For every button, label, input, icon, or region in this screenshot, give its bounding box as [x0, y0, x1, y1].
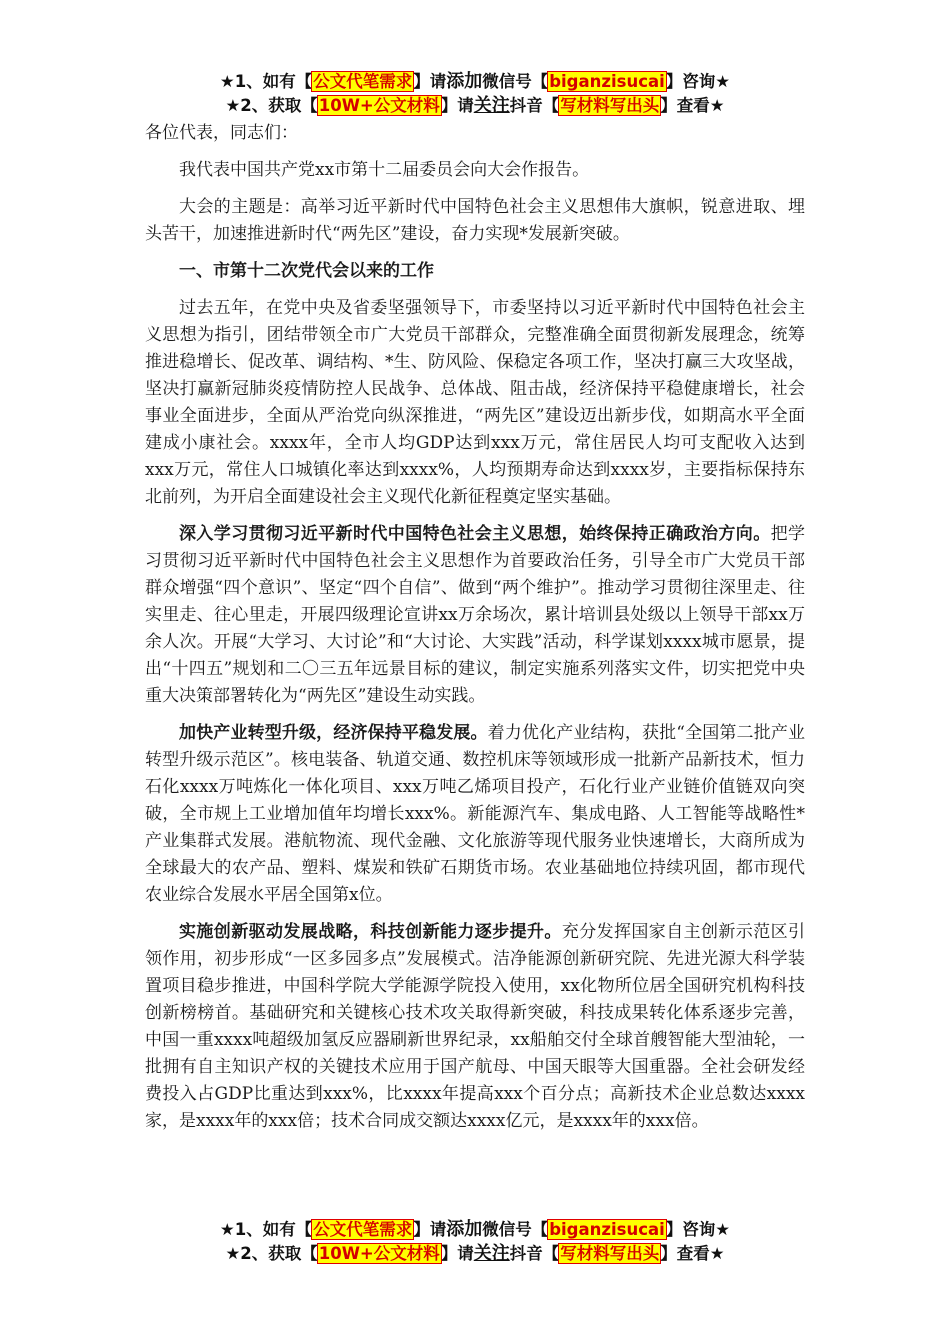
promo-line-1: [0, 70, 950, 94]
paragraph-body: 充分发挥国家自主创新示范区引领作用，初步形成“一区多园多点”发展模式。洁净能源创新研究院、先进光源大科学装置项目稳步推进，中国科学院大学能源学院投入使用，xx化物所位居全国研究机构科技创新榜榜首。基础研究和关键核心技术攻关取得新突破，科技成果转化体系逐步完善，中国一重xxxx吨超级加氢反应器刷新世界纪录，xx船舶交付全球首艘智能大型油轮，一批拥有自主知识产权的关键技术应用于国产航母、中国天眼等大国重器。全社会研发经费投入占GDP比重达到xxx%，比xxxx年提高xxx个百分点；高新技术企业总数达xxxx家，是xxxx年的xxx倍；技术合同成交额达xxxx亿元，是xxxx年的xxx倍。: [145, 922, 806, 1131]
top-promo-banner: [0, 70, 950, 118]
promo-text: 添加: [446, 71, 483, 92]
promo-douyin-id: 写材料写出头: [560, 96, 660, 115]
promo-wechat-id: biganzisucai: [549, 72, 665, 91]
promo-text: 关注: [473, 95, 510, 116]
promo-text: 】请: [440, 96, 474, 115]
promo-text: 关注: [473, 1243, 510, 1264]
bottom-promo-banner: [0, 1218, 950, 1266]
promo-text: 抖音【: [509, 1244, 560, 1263]
promo-highlight: 10W+公文材料: [318, 1244, 440, 1263]
promo-line-2: [0, 94, 950, 118]
promo-text: 】咨询★: [665, 1220, 731, 1239]
paragraph-lead: 加快产业转型升级，经济保持平稳发展。: [179, 723, 488, 743]
promo-text: 】请: [440, 1244, 474, 1263]
promo-text: ★1、如有【: [219, 72, 313, 91]
document-body: [145, 120, 805, 1145]
paragraph-study: [145, 521, 805, 710]
paragraph-review: 过去五年，在党中央及省委坚强领导下，市委坚持以习近平新时代中国特色社会主义思想为指引，团结带领全市广大党员干部群众，完整准确全面贯彻新发展理念，统筹推进稳增长、促改革、调结构、*生、防风险、保稳定各项工作，坚决打赢三大攻坚战，坚决打赢新冠肺炎疫情防控人民战争、总体战、阻击战，经济保持平稳健康增长，社会事业全面进步，全面从严治党向纵深推进，“两先区”建设迈出新步伐，如期高水平全面建成小康社会。xxxx年，全市人均GDP达到xxx万元，常住居民人均可支配收入达到xxx万元，常住人口城镇化率达到xxxx%，人均预期寿命达到xxxx岁，主要指标保持东北前列，为开启全面建设社会主义现代化新征程奠定坚实基础。: [145, 298, 805, 507]
section-heading: 一、市第十二次党代会以来的工作: [179, 261, 434, 281]
paragraph-lead: 实施创新驱动发展战略，科技创新能力逐步提升。: [179, 922, 562, 942]
paragraph-body: 把学习贯彻习近平新时代中国特色社会主义思想作为首要政治任务，引导全市广大党员干部群众增强“四个意识”、坚定“四个自信”、做到“两个维护”。推动学习贯彻往深里走、往实里走、往心里走，开展四级理论宣讲xx万余场次，累计培训县处级以上领导干部xx万余人次。开展“大学习、大讨论”和“大讨论、大实践”活动，科学谋划xxxx城市愿景，提出“十四五”规划和二〇三五年远景目标的建议，制定实施系列落实文件，切实把党中央重大决策部署转化为“两先区”建设生动实践。: [145, 524, 806, 706]
promo-line-1: [0, 1218, 950, 1242]
promo-highlight: 公文代笔需求: [313, 72, 413, 91]
promo-text: 】咨询★: [665, 72, 731, 91]
paragraph-body: 着力优化产业结构，获批“全国第二批产业转型升级示范区”。核电装备、轨道交通、数控机床等领域形成一批新产品新技术，恒力石化xxxx万吨炼化一体化项目、xxx万吨乙烯项目投产，石化行业产业链价值链双向突破，全市规上工业增加值年均增长xxx%。新能源汽车、集成电路、人工智能等战略性*产业集群式发展。港航物流、现代金融、文化旅游等现代服务业快速增长，大商所成为全球最大的农产品、塑料、煤炭和铁矿石期货市场。农业基础地位持续巩固，都市现代农业综合发展水平居全国第x位。: [145, 723, 805, 905]
promo-text: 】请: [413, 1220, 447, 1239]
paragraph-theme: 大会的主题是：高举习近平新时代中国特色社会主义思想伟大旗帜，锐意进取、埋头苦干，加速推进新时代“两先区”建设，奋力实现*发展新突破。: [145, 197, 805, 244]
paragraph-industry: [145, 720, 805, 909]
promo-highlight: 公文代笔需求: [313, 1220, 413, 1239]
paragraph-innovation: [145, 919, 805, 1135]
promo-highlight: 10W+公文材料: [318, 96, 440, 115]
paragraph-intro: 我代表中国共产党xx市第十二届委员会向大会作报告。: [179, 160, 590, 180]
promo-text: 微信号【: [482, 1220, 549, 1239]
promo-text: 】查看★: [660, 96, 725, 115]
promo-text: 抖音【: [509, 96, 560, 115]
promo-text: 添加: [446, 1219, 483, 1240]
promo-text: ★2、获取【: [225, 96, 318, 115]
salutation: 各位代表，同志们：: [145, 123, 298, 143]
promo-line-2: [0, 1242, 950, 1266]
promo-text: ★1、如有【: [219, 1220, 313, 1239]
paragraph-lead: 深入学习贯彻习近平新时代中国特色社会主义思想，始终保持正确政治方向。: [179, 524, 771, 544]
promo-wechat-id: biganzisucai: [549, 1220, 665, 1239]
promo-text: 】请: [413, 72, 447, 91]
promo-text: 】查看★: [660, 1244, 725, 1263]
promo-text: ★2、获取【: [225, 1244, 318, 1263]
promo-text: 微信号【: [482, 72, 549, 91]
promo-douyin-id: 写材料写出头: [560, 1244, 660, 1263]
